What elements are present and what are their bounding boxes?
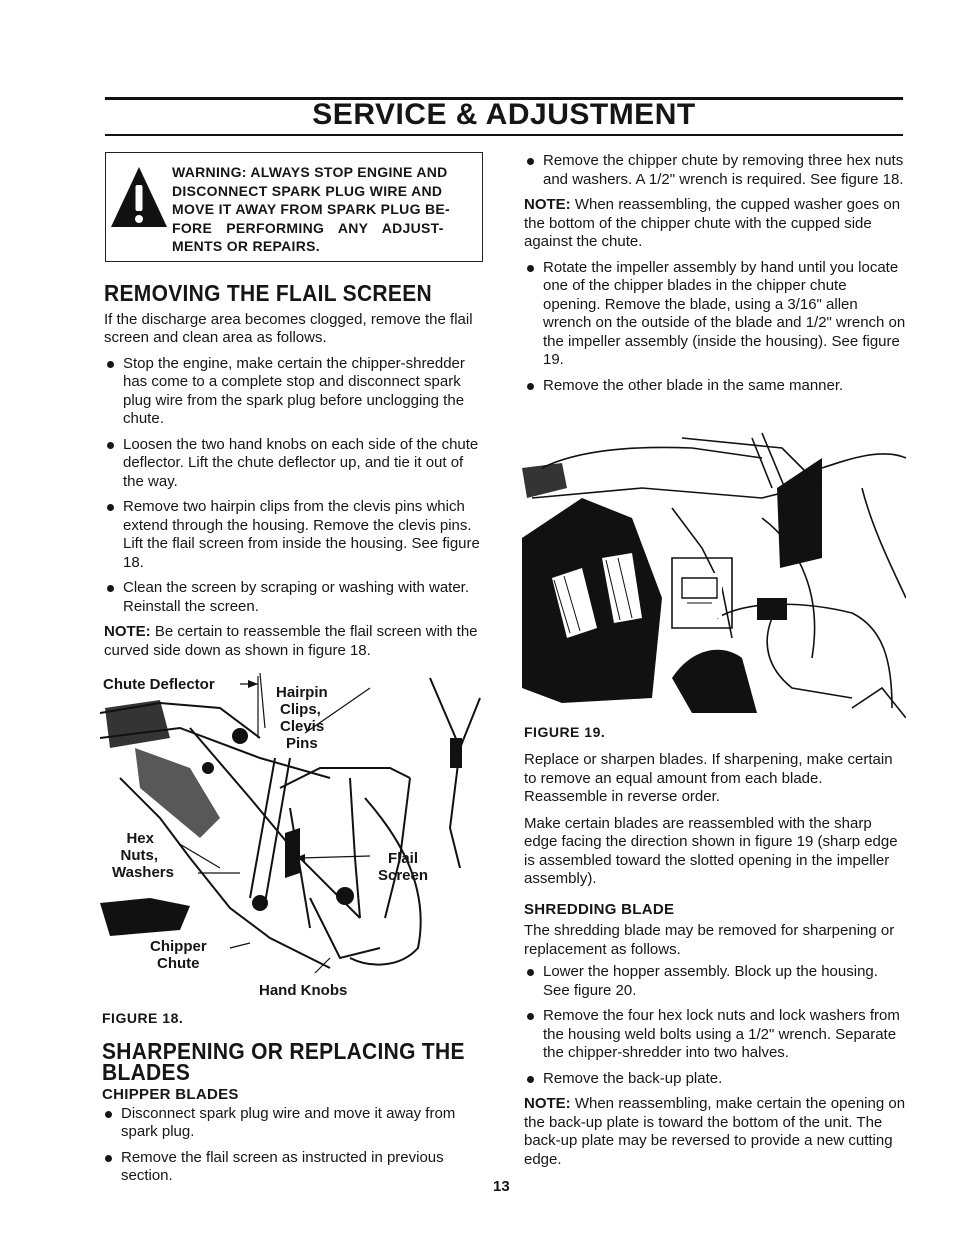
shredding-bullet-text: Lower the hopper assembly. Block up the housing. See figure 20. [543,963,878,999]
sharpen-bullet-text: Remove the flail screen as instructed in previous section. [121,1148,444,1184]
flail-bullet [104,436,484,492]
bullet-dot-icon [107,504,114,511]
sharpen-heading: SHARPENING OR REPLACING THE BLADES [102,1038,465,1086]
label-line: Washers [112,864,174,881]
figure-18-caption: FIGURE 18. [102,1010,184,1026]
note-text: Be certain to reassemble the flail screen with the curved side down as shown in figure 18. [104,623,478,659]
flail-section [104,280,484,667]
right-column-top [524,152,906,402]
warning-triangle-icon [110,165,168,229]
label-line: Flail [388,850,419,867]
bullet-dot-icon [107,585,114,592]
blade-para-1: Replace or sharpen blades. If sharpening, make certain to remove an equal amount from each blade. Reassemble in reverse order. [524,751,893,805]
bullet-dot-icon [107,442,114,449]
shredding-bullet-text: Remove the four hex lock nuts and lock washers from the housing weld bolts using a 1/2" wrench. Separate the chipper-shredder into two halves. [543,1007,900,1061]
label-hex-nuts [108,830,174,881]
flail-heading: REMOVING THE FLAIL SCREEN [104,280,432,307]
sharpen-bullet [102,1105,484,1142]
label-hairpin [276,684,328,752]
header-bottom-rule [105,134,903,136]
flail-intro: If the discharge area becomes clogged, remove the flail screen and clean area as follows. [104,310,473,346]
figure-19-caption: FIGURE 19. [524,724,606,740]
bullet-dot-icon [527,969,534,976]
chipper-blades-heading: CHIPPER BLADES [102,1086,239,1103]
label-line: Screen [378,867,429,884]
flail-bullet [104,579,484,616]
blade-para-2: Make certain blades are reassembled with the sharp edge facing the direction shown in figure 19 (sharp edge is assembled toward the slotted opening in the impeller assembly). [524,814,898,887]
page-title: SERVICE & ADJUSTMENT [312,98,696,131]
flail-bullet-text: Loosen the two hand knobs on each side of the chute deflector. Lift the chute deflector up, and tie it out of the way. [123,435,479,490]
right-bullet [524,259,906,370]
flail-bullet-text: Stop the engine, make certain the chipper-shredder has come to a complete stop and disconnect spark plug wire from the spark plug before unclogging the chute. [123,354,465,427]
label-line: Clevis [280,718,325,735]
shredding-bullet-text: Remove the back-up plate. [543,1069,723,1087]
label-line: Clips, [280,701,321,718]
bullet-dot-icon [105,1111,112,1118]
shredding-bullet [524,1070,906,1089]
flail-bullet [104,355,484,429]
flail-bullet [104,498,484,572]
shredding-intro: The shredding blade may be removed for sharpening or replacement as follows. [524,922,895,958]
label-hand-knobs: Hand Knobs [259,982,348,999]
flail-bullet-text: Clean the screen by scraping or washing with water. Reinstall the screen. [123,579,470,615]
warning-line: WARNING: ALWAYS STOP ENGINE AND [172,164,448,180]
warning-line: MOVE IT AWAY FROM SPARK PLUG BE- [172,201,450,217]
right-bullet-text: Remove the other blade in the same manner. [543,376,844,394]
note-label: NOTE: [524,196,571,213]
label-line: Pins [286,735,318,752]
sharpen-bullet [102,1149,484,1186]
shredding-bullet [524,1007,906,1063]
bullet-dot-icon [527,1013,534,1020]
label-line: Chipper [150,938,207,955]
figure-19-illustration [522,428,906,718]
bullet-dot-icon [105,1155,112,1162]
warning-text [172,163,478,256]
shredding-note [524,1095,906,1169]
right-bullet [524,377,906,396]
note-text: When reassembling, make certain the opening on the back-up plate is toward the bottom of the unit. The back-up plate may be reversed to provide a new cutting edge. [524,1095,906,1168]
shredding-bullet [524,963,906,1000]
warning-line: MENTS OR REPAIRS. [172,238,320,254]
label-flail-screen [378,850,428,884]
right-bullet [524,152,906,189]
bullet-dot-icon [527,1076,534,1083]
right-bullet-text: Rotate the impeller assembly by hand until you locate one of the chipper blades in the chipper chute opening. Remove the blade, using a 3/16" allen wrench on the outside of the blade and 1/2" wrench on the impeller assembly (inside the housing). See figure 19. [543,258,906,368]
warning-line: FORE PERFORMING ANY ADJUST- [172,219,444,236]
right-note [524,196,906,252]
warning-line: DISCONNECT SPARK PLUG WIRE AND [172,182,443,199]
bullet-dot-icon [527,158,534,165]
flail-bullet-text: Remove two hairpin clips from the clevis pins which extend through the housing. Remove the clevis pins. Lift the flail screen from inside the housing. See figure 18. [123,498,480,571]
bullet-dot-icon [107,361,114,368]
right-column-bottom [524,751,906,1176]
note-text: When reassembling, the cupped washer goes on the bottom of the chipper chute with the cupped side against the chute. [524,196,901,250]
label-line: Hex [126,830,154,847]
page-number: 13 [493,1178,510,1195]
bullet-dot-icon [527,383,534,390]
sharpen-bullet-text: Disconnect spark plug wire and move it away from spark plug. [121,1104,456,1140]
label-line: Hairpin [276,684,328,701]
shredding-blade-heading: SHREDDING BLADE [524,900,675,918]
flail-note [104,623,484,660]
label-chipper-chute [150,938,207,972]
note-label: NOTE: [524,1095,571,1112]
sharpen-section [102,1038,484,1193]
label-line: Chute [157,955,200,972]
note-label: NOTE: [104,623,151,640]
warning-box [105,152,483,262]
bullet-dot-icon [527,265,534,272]
right-bullet-text: Remove the chipper chute by removing three hex nuts and washers. A 1/2" wrench is required. See figure 18. [543,152,904,188]
label-line: Nuts, [120,847,158,864]
label-chute-deflector: Chute Deflector [103,676,215,693]
